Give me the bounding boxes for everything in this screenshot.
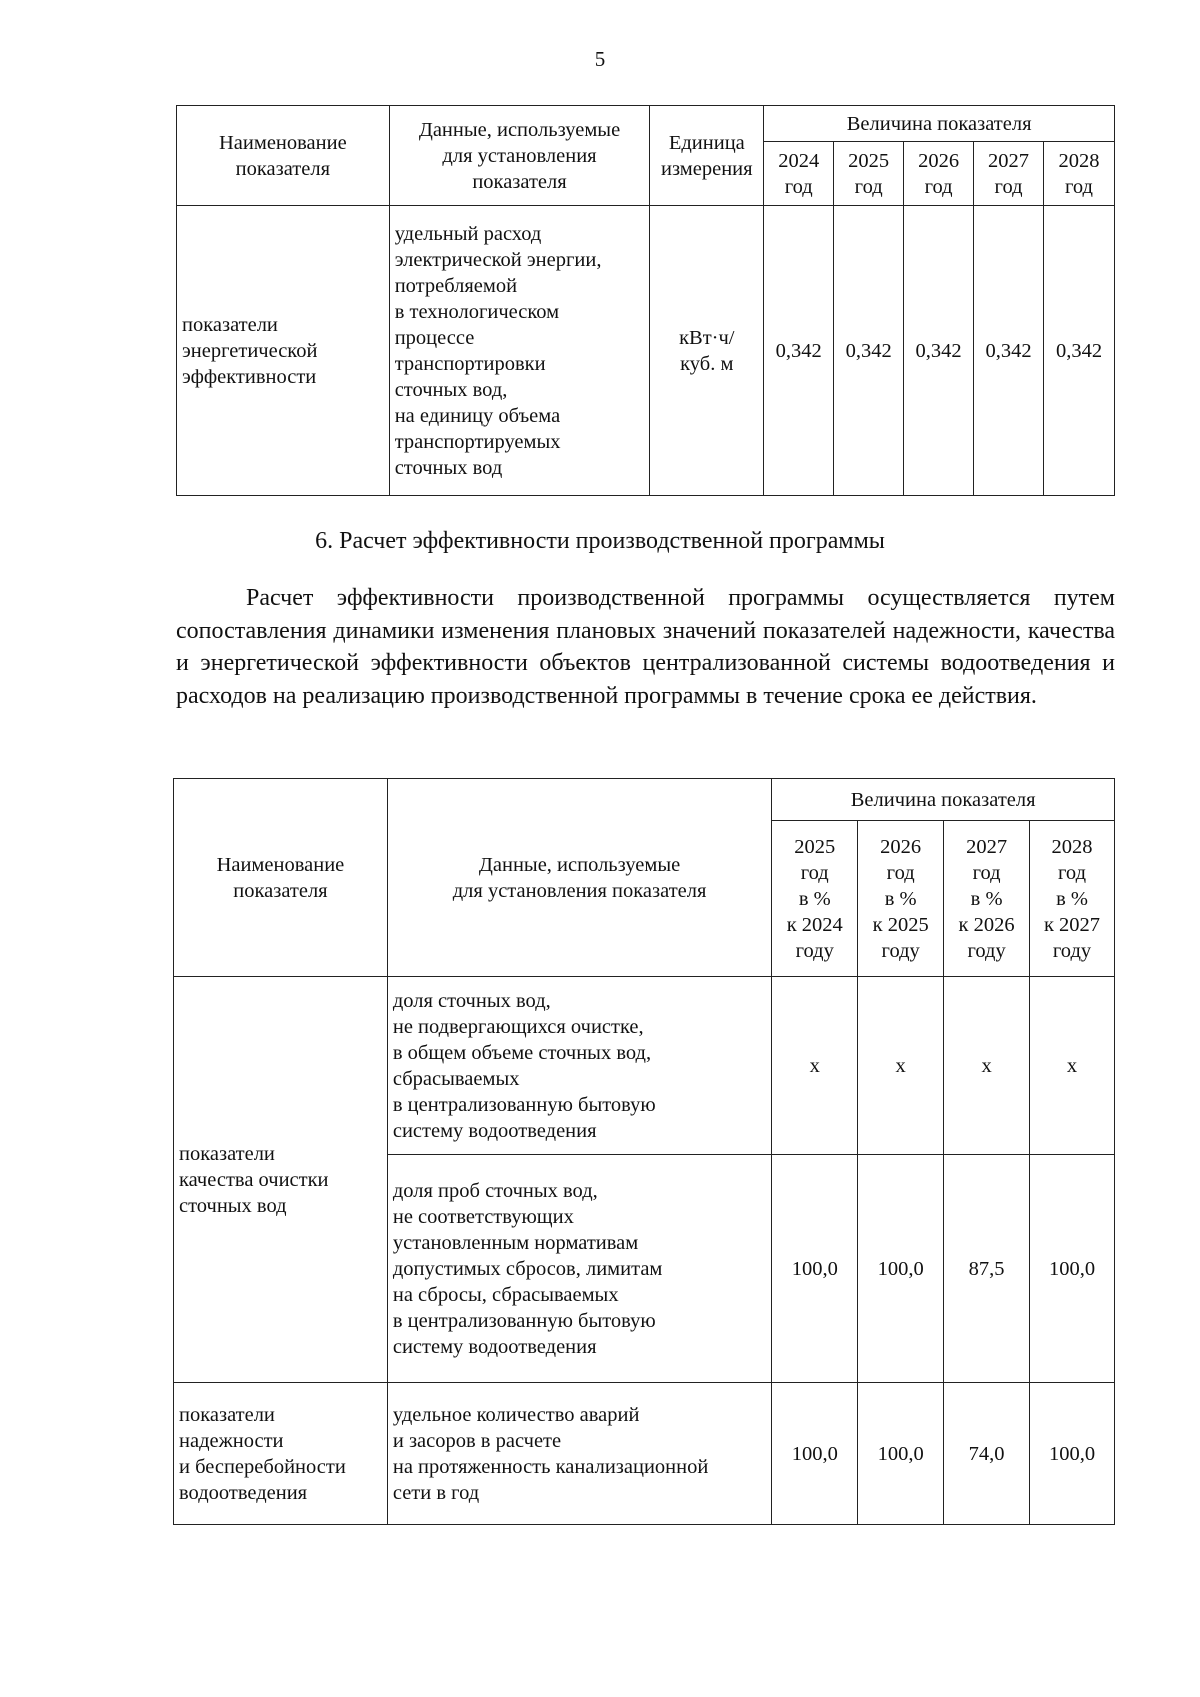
page-number: 5 bbox=[594, 47, 606, 71]
header-value-group: Величина показателя bbox=[764, 106, 1115, 142]
group-name: показатели качества очистки сточных вод bbox=[174, 977, 388, 1383]
header-data: Данные, используемые для установления показателя bbox=[387, 779, 771, 977]
header-year: 2027 год bbox=[974, 142, 1044, 206]
row-value: х bbox=[772, 977, 858, 1155]
row-value: х bbox=[944, 977, 1030, 1155]
header-value-group: Величина показателя bbox=[772, 779, 1115, 821]
header-year: 2028 год в % к 2027 году bbox=[1030, 821, 1115, 977]
header-year: 2028 год bbox=[1044, 142, 1115, 206]
header-name: Наименование показателя bbox=[174, 779, 388, 977]
row-value: 100,0 bbox=[858, 1155, 944, 1383]
header-data: Данные, используемые для установления показателя bbox=[389, 106, 650, 206]
header-year: 2026 год bbox=[904, 142, 974, 206]
row-value: 0,342 bbox=[1044, 206, 1115, 496]
row-name: показатели энергетической эффективности bbox=[177, 206, 390, 496]
group-name: показатели надежности и бесперебойности водоотведения bbox=[174, 1383, 388, 1525]
row-unit: кВт·ч/ куб. м bbox=[650, 206, 764, 496]
row-data: удельное количество аварий и засоров в расчете на протяженность канализационной сети в год bbox=[387, 1383, 771, 1525]
row-value: 100,0 bbox=[1030, 1155, 1115, 1383]
row-value: 0,342 bbox=[834, 206, 904, 496]
row-value: 87,5 bbox=[944, 1155, 1030, 1383]
header-year: 2025 год bbox=[834, 142, 904, 206]
row-value: 100,0 bbox=[858, 1383, 944, 1525]
header-year: 2026 год в % к 2025 году bbox=[858, 821, 944, 977]
row-value: х bbox=[858, 977, 944, 1155]
header-name: Наименование показателя bbox=[177, 106, 390, 206]
section-heading: 6. Расчет эффективности производственной программы bbox=[315, 528, 885, 554]
header-year: 2025 год в % к 2024 году bbox=[772, 821, 858, 977]
row-value: 0,342 bbox=[974, 206, 1044, 496]
row-value: 0,342 bbox=[764, 206, 834, 496]
table-row bbox=[174, 1383, 1115, 1525]
row-data: доля сточных вод, не подвергающихся очистке, в общем объеме сточных вод, сбрасываемых в централизованную бытовую систему водоотведения bbox=[387, 977, 771, 1155]
header-unit: Единица измерения bbox=[650, 106, 764, 206]
row-value: 74,0 bbox=[944, 1383, 1030, 1525]
table-row bbox=[174, 977, 1115, 1155]
row-value: 100,0 bbox=[772, 1155, 858, 1383]
efficiency-table bbox=[173, 778, 1115, 1525]
row-value: 100,0 bbox=[1030, 1383, 1115, 1525]
row-value: 100,0 bbox=[772, 1383, 858, 1525]
table-row bbox=[177, 206, 1115, 496]
section-paragraph: Расчет эффективности производственной программы осуществляется путем сопоставления динамики изменения плановых значений показателей надежности, качества и энергетической эффективности объектов централизованной системы водоотведения и расходов на реализацию производственной программы в течение срока ее действия. bbox=[176, 585, 1115, 709]
header-year: 2027 год в % к 2026 году bbox=[944, 821, 1030, 977]
header-year: 2024 год bbox=[764, 142, 834, 206]
energy-efficiency-table bbox=[176, 105, 1115, 496]
row-data: удельный расход электрической энергии, потребляемой в технологическом процессе транспортировки сточных вод, на единицу объема транспортируемых сточных вод bbox=[389, 206, 650, 496]
row-value: х bbox=[1030, 977, 1115, 1155]
row-value: 0,342 bbox=[904, 206, 974, 496]
row-data: доля проб сточных вод, не соответствующих установленным нормативам допустимых сбросов, лимитам на сбросы, сбрасываемых в централизованную бытовую систему водоотведения bbox=[387, 1155, 771, 1383]
